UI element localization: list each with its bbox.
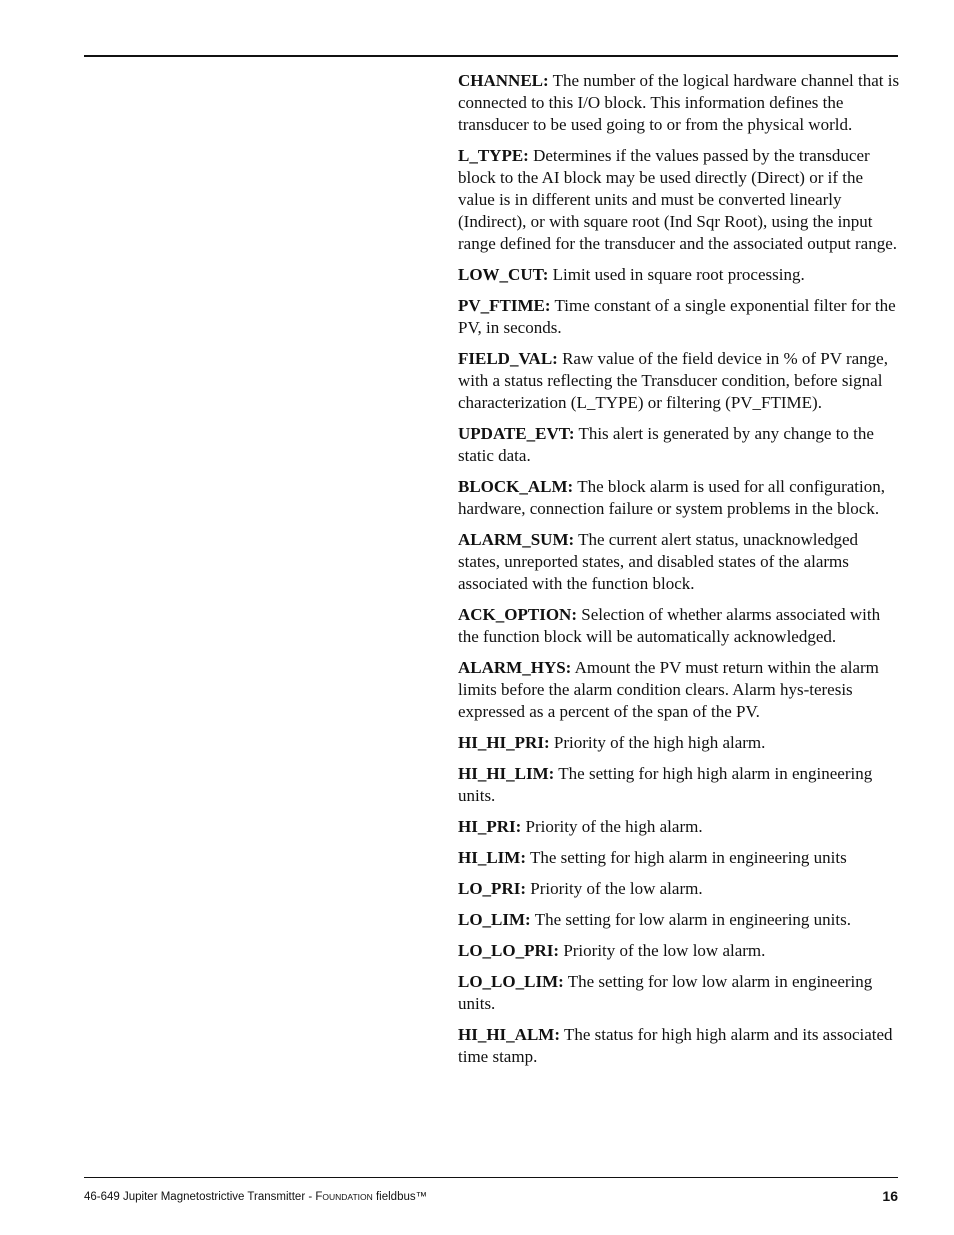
- entry-channel: [458, 70, 900, 136]
- term: ACK_OPTION:: [458, 605, 577, 624]
- definition: The setting for low low alarm in engineering units.: [458, 972, 873, 1013]
- footer-title-smallcaps: OUNDATION: [322, 1192, 373, 1202]
- entry-ack-option: [458, 604, 900, 648]
- entry-lo-pri: [458, 878, 900, 900]
- footer-document-title: [84, 1190, 427, 1204]
- definition: Raw value of the field device in % of PV range, with a status reflecting the Transducer condition, before signal characterization (L_TYPE) or filtering (PV_FTIME).: [458, 349, 888, 412]
- footer-title-suffix: fieldbus™: [372, 1191, 428, 1203]
- entry-alarm-hys: [458, 657, 900, 723]
- definition: The number of the logical hardware channel that is connected to this I/O block. This information defines the transducer to be used going to or from the physical world.: [458, 71, 900, 134]
- term: LO_LO_PRI:: [458, 941, 560, 960]
- term: LO_PRI:: [458, 879, 526, 898]
- definition: The setting for low alarm in engineering units.: [534, 910, 851, 929]
- term: LOW_CUT:: [458, 265, 549, 284]
- definition: This alert is generated by any change to the static data.: [458, 424, 874, 465]
- parameter-list: [458, 70, 900, 1077]
- term: FIELD_VAL:: [458, 349, 558, 368]
- definition: Priority of the low low alarm.: [563, 941, 766, 960]
- entry-hi-hi-lim: [458, 763, 900, 807]
- term: L_TYPE:: [458, 146, 529, 165]
- term: ALARM_SUM:: [458, 530, 575, 549]
- page-number: 16: [882, 1188, 898, 1204]
- term: LO_LIM:: [458, 910, 531, 929]
- entry-alarm-sum: [458, 529, 900, 595]
- header-rule: [84, 55, 898, 57]
- footer-title-prefix: 46-649 Jupiter Magnetostrictive Transmitter - F: [84, 1191, 323, 1203]
- term: CHANNEL:: [458, 71, 549, 90]
- term: HI_HI_LIM:: [458, 764, 555, 783]
- definition: The setting for high alarm in engineering units: [529, 848, 847, 867]
- entry-l-type: [458, 145, 900, 255]
- term: ALARM_HYS:: [458, 658, 572, 677]
- term: UPDATE_EVT:: [458, 424, 575, 443]
- entry-lo-lo-pri: [458, 940, 900, 962]
- definition: Limit used in square root processing.: [552, 265, 805, 284]
- term: BLOCK_ALM:: [458, 477, 574, 496]
- entry-hi-hi-alm: [458, 1024, 900, 1068]
- term: HI_LIM:: [458, 848, 526, 867]
- definition: Priority of the high alarm.: [525, 817, 703, 836]
- entry-block-alm: [458, 476, 900, 520]
- entry-update-evt: [458, 423, 900, 467]
- entry-field-val: [458, 348, 900, 414]
- term: HI_PRI:: [458, 817, 522, 836]
- entry-hi-lim: [458, 847, 900, 869]
- definition: Determines if the values passed by the transducer block to the AI block may be used directly (Direct) or if the value is in different units and must be converted linearly (Indirect), or with square root (Ind Sqr Root), using the input range defined for the transducer and the associated output range.: [458, 146, 897, 253]
- entry-lo-lim: [458, 909, 900, 931]
- definition: The setting for high high alarm in engineering units.: [458, 764, 873, 805]
- definition: The block alarm is used for all configuration, hardware, connection failure or system problems in the block.: [458, 477, 885, 518]
- definition: Priority of the low alarm.: [530, 879, 703, 898]
- definition: The status for high high alarm and its associated time stamp.: [458, 1025, 893, 1066]
- term: HI_HI_PRI:: [458, 733, 550, 752]
- definition: Priority of the high high alarm.: [553, 733, 766, 752]
- definition: The current alert status, unacknowledged states, unreported states, and disabled states of the alarms associated with the function block.: [458, 530, 859, 593]
- term: LO_LO_LIM:: [458, 972, 564, 991]
- entry-hi-hi-pri: [458, 732, 900, 754]
- entry-pv-ftime: [458, 295, 900, 339]
- entry-lo-lo-lim: [458, 971, 900, 1015]
- entry-hi-pri: [458, 816, 900, 838]
- term: HI_HI_ALM:: [458, 1025, 560, 1044]
- term: PV_FTIME:: [458, 296, 551, 315]
- definition: Amount the PV must return within the alarm limits before the alarm condition clears. Alarm hys-teresis expressed as a percent of the span of the PV.: [458, 658, 879, 721]
- definition: Selection of whether alarms associated with the function block will be automatically acknowledged.: [458, 605, 881, 646]
- entry-low-cut: [458, 264, 900, 286]
- definition: Time constant of a single exponential filter for the PV, in seconds.: [458, 296, 896, 337]
- footer-rule: [84, 1177, 898, 1178]
